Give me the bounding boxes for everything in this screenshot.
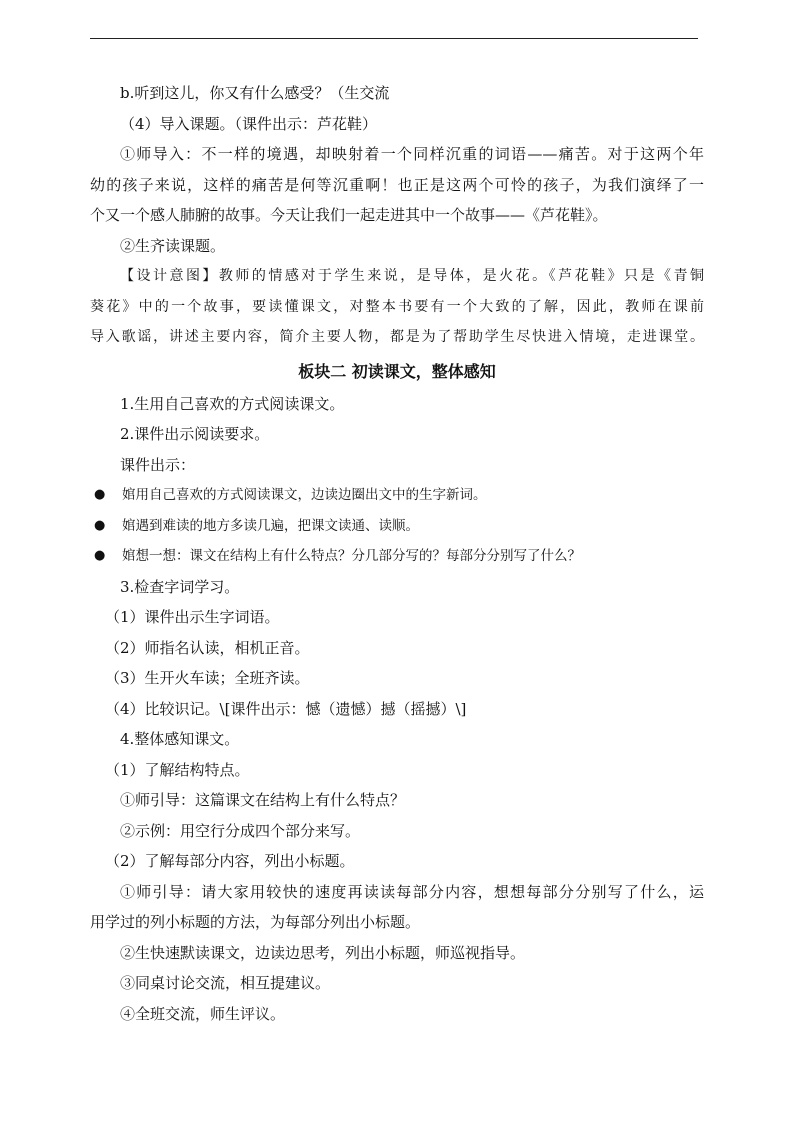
step-4-sub-2a (90, 877, 704, 938)
text-line: 幼的孩子来说，这样的痛苦是何等沉重啊！也正是这两个可怜的孩子，为我们演绎了一 (90, 175, 704, 194)
step-3-item: （4）比较识记。\[课件出示：憾（遗憾）撼（摇撼）\] (105, 699, 467, 718)
section-title: 板块二 初读课文，整体感知 (298, 361, 496, 381)
intro-b: b.听到这儿，你又有什么感受？（生交流 (120, 84, 390, 102)
intro-step4: （4）导入课题。（课件出示：芦花鞋） (120, 114, 378, 133)
step-4-sub-1: （1）了解结构特点。 (105, 760, 250, 779)
bullet-icon: ● (94, 487, 106, 502)
design-intent (90, 261, 704, 353)
step-3-item: （3）生开火车读；全班齐读。 (105, 669, 310, 687)
step-3-item: （1）课件出示生字词语。 (105, 608, 280, 626)
header-rule (90, 38, 698, 39)
text-line: 【设计意图】教师的情感对于学生来说，是导体，是火花。《芦花鞋》只是《青铜 (120, 268, 704, 284)
list-item-text: 婠想一想：课文在结构上有什么特点？分几部分写的？每部分分别写了什么？ (122, 548, 581, 564)
bullet-icon: ● (94, 548, 106, 563)
list-item-text: 婠用自己喜欢的方式阅读课文，边读边圈出文中的生字新词。 (122, 487, 487, 503)
document-body (90, 78, 704, 1029)
step-4-sub-2b: ②生快速默读课文，边读边思考，列出小标题，师巡视指导。 (120, 943, 526, 962)
text-line: 个又一个感人肺腑的故事。今天让我们一起走进其中一个故事——《芦花鞋》。 (90, 206, 608, 224)
intro-paragraph-2: ②生齐读课题。 (120, 236, 226, 255)
step-3-item: （2）师指名认读，相机正音。 (105, 638, 310, 657)
list-item (90, 541, 704, 572)
step-4-sub-2: （2）了解每部分内容，列出小标题。 (105, 852, 355, 870)
text-line: ①师导入：不一样的境遇，却映射着一个同样沉重的词语——痛苦。对于这两个年 (120, 145, 704, 163)
step-4-sub-1a: ①师引导：这篇课文在结构上有什么特点？ (120, 791, 406, 809)
step-3: 3.检查字词学习。 (120, 577, 240, 596)
text-line: 用学过的列小标题的方法，为每部分列出小标题。 (90, 913, 421, 931)
text-line: 葵花》中的一个故事，要读懂课文，对整本书要有一个大致的了解，因此，教师在课前 (90, 298, 704, 315)
step-4-sub-1b: ②示例：用空行分成四个部分来写。 (120, 821, 361, 840)
list-item-text: 婠遇到难读的地方多读几遍，把课文读通、读顺。 (122, 517, 419, 534)
step-4: 4.整体感知课文。 (120, 730, 240, 748)
step-4-sub-2d: ④全班交流，师生评议。 (120, 1004, 286, 1023)
step-2: 2.课件出示阅读要求。 (120, 425, 270, 443)
intro-paragraph-1 (90, 139, 704, 231)
courseware-label: 课件出示： (120, 455, 196, 474)
bullet-icon: ● (94, 517, 106, 533)
list-item (90, 511, 704, 542)
text-line: 导入歌谣，讲述主要内容，简介主要人物，都是为了帮助学生尽快进入情境，走进课堂。 (90, 329, 704, 345)
text-line: ①师引导：请大家用较快的速度再读读每部分内容，想想每部分分别写了什么，运 (120, 882, 704, 901)
step-1: 1.生用自己喜欢的方式阅读课文。 (120, 394, 345, 413)
step-4-sub-2c: ③同桌讨论交流，相互提建议。 (120, 974, 331, 992)
list-item (90, 480, 704, 511)
